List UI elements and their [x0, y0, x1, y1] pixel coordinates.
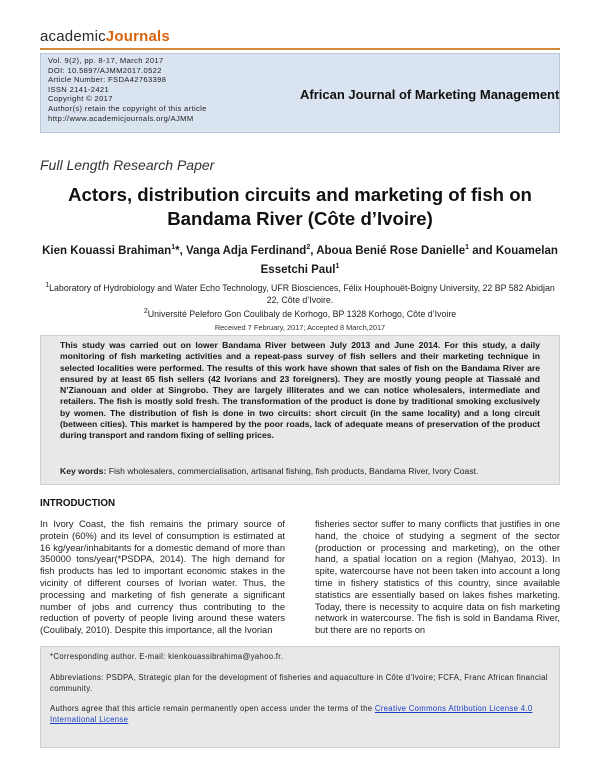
meta-volume: Vol. 9(2), pp. 8-17, March 2017: [48, 56, 164, 65]
license-note: [50, 704, 552, 725]
affiliations: [40, 280, 560, 321]
author-name: Kien Kouassi Brahiman: [42, 244, 172, 257]
author-affiliation-mark: 2: [306, 244, 311, 251]
received-dates: Received 7 February, 2017; Accepted 8 March,2017: [214, 323, 386, 332]
section-heading: INTRODUCTION: [40, 498, 116, 509]
keywords: [60, 466, 540, 477]
affiliation-text: Laboratory of Hydrobiology and Water Echo Technology, UFR Biosciences, Félix Houphouët-Boigny University, 22 BP 582 Abidjan 22, Côte d’Ivoire.: [49, 282, 555, 305]
license-link[interactable]: Creative Commons Attribution License 4.0 International License: [50, 704, 533, 724]
author-separator: *,: [175, 244, 186, 257]
license-text: Authors agree that this article remain permanently open access under the terms of the: [50, 704, 375, 713]
author-affiliation-mark: 1: [335, 262, 340, 270]
author-list: [40, 240, 560, 278]
author-affiliation-mark: 1: [171, 244, 176, 251]
affiliation-item: [40, 280, 560, 306]
body-column-left: In Ivory Coast, the fish remains the primary source of protein (60%) and its level of consumption is estimated at 16 kg/year/inhabitants for a domestic demand of more than 350000 tons/year(*PSDPA, 2014). The high demand for fish products has led to important economic stakes in the vicinity of different courses of Ivorian water. Thus, the processing and marketing of fish generate a significant number of jobs and currency thus contributing to the reduction of poverty of people living around these waters (Coulibaly, 2010). Despite this importance, all the Ivorian: [40, 519, 285, 636]
body-column-right: fisheries sector suffer to many conflicts that justifies in one hand, the choice of studying a segment of the sector (production or processing and marketing), on the other hand, a spatial location on a region (Mahyao, 2013). In spite, watercourse have not been taken into account a long time in fishery statistics of this country, since available statistics are essentially based on lakes fishes marketing. Today, there is necessity to acquire data on fish marketing network in watercourse. The fish is sold in Bandama River, but there are no reports on: [315, 519, 560, 636]
meta-url[interactable]: http://www.academicjournals.org/AJMM: [48, 113, 194, 123]
meta-copyright: Copyright © 2017: [48, 94, 113, 104]
author-separator: ,: [310, 244, 317, 257]
meta-article-number: Article Number: FSDA42763398: [48, 75, 167, 85]
journal-title: African Journal of Marketing Management: [300, 87, 560, 102]
author-name: Aboua Benié Rose Danielle: [316, 244, 466, 257]
author-name: Kouamelan Essetchi Paul: [260, 244, 558, 276]
keywords-text: Fish wholesalers, commercialisation, artisanal fishing, fish products, Bandama River, Ivory Coast.: [108, 466, 479, 476]
author-separator: and: [469, 244, 496, 257]
author-affiliation-mark: 1: [465, 244, 470, 251]
article-metadata: [48, 56, 207, 123]
author-name: Vanga Adja Ferdinand: [185, 244, 307, 257]
affiliation-item: [40, 306, 560, 321]
meta-doi: DOI: 10.5897/AJMM2017.0522: [48, 65, 162, 75]
abbreviations: Abbreviations: PSDPA, Strategic plan for the development of fisheries and aquaculture in Côte d’Ivoire; FCFA, Franc African financial community.: [50, 673, 548, 693]
header-rule: [40, 48, 560, 50]
affiliation-mark: 2: [143, 308, 148, 316]
keywords-label: Key words:: [60, 466, 107, 476]
affiliation-mark: 1: [45, 282, 50, 289]
abstract-text: This study was carried out on lower Bandama River between July 2013 and June 2014. For this study, a daily monitoring of fish marketing activities and a repeat-pass survey of fish sellers and their marketing technique in selected localities were performed. The results of this work have shown that sales of fish on the Bandama River are ensured by at least 65 fish sellers (42 Ivorians and 23 foreigners). They are mostly young people at Tiassalé and N’Zianouan and older at Singrobo. They are largely illiterates and we can notice wholesalers, intermediate and retailers. The fish is mostly sold fresh. The transformation of the product is done by traditional smoking exclusively by women. The distribution of fish is done in two circuits: short circuit (in the same locality) and a long circuit (between cities). This market is hampered by the poor roads, lack of adequate means of preservation of the product during transport and random fixing of selling prices.: [60, 340, 540, 441]
meta-issn: ISSN 2141-2421: [48, 84, 110, 94]
logo-text-journals: Journals: [105, 28, 170, 45]
paper-title: Actors, distribution circuits and marketing of fish on Bandama River (Côte d’Ivoire): [68, 184, 532, 229]
affiliation-text: Université Peleforo Gon Coulibaly de Korhogo, BP 1328 Korhogo, Côte d’Ivoire: [147, 309, 457, 320]
paper-type: Full Length Research Paper: [40, 157, 215, 173]
logo-text-academic: academic: [40, 28, 106, 45]
meta-rights: Author(s) retain the copyright of this article: [48, 103, 207, 113]
publisher-logo: [40, 28, 170, 45]
corresponding-author: *Corresponding author. E-mail: kienkouassibrahima@yahoo.fr.: [50, 652, 284, 661]
